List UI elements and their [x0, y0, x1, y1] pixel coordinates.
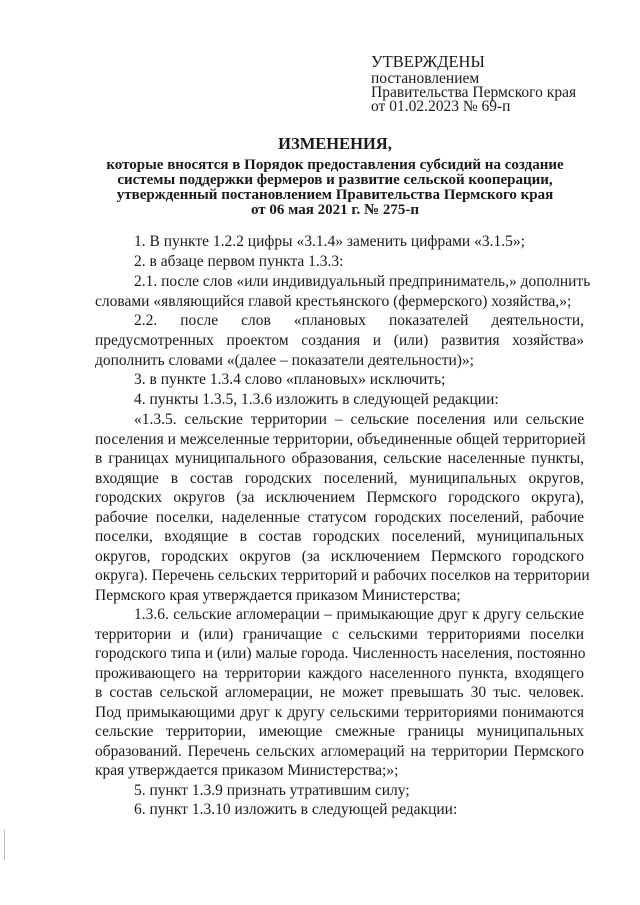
body-line: предусмотренных проектом создания и (или) развития хозяйства» — [95, 332, 584, 349]
body-line: «1.3.5. сельские территории – сельские поселения или сельские — [134, 411, 584, 428]
heading-subtitle-3: утвержденный постановлением Правительства Пермского края — [116, 187, 554, 203]
body-line: образований. Перечень сельских агломераций на территории Пермского — [95, 743, 584, 760]
body-line: словами «являющийся главой крестьянского (фермерского) хозяйства,»; — [95, 293, 572, 310]
body-line: 2. в абзаце первом пункта 1.3.3: — [134, 253, 344, 270]
body-line: в состав сельской агломерации, не может превышать 30 тыс. человек. — [95, 684, 584, 701]
body-line: 4. пункты 1.3.5, 1.3.6 изложить в следующей редакции: — [134, 391, 499, 408]
heading-subtitle-1: которые вносятся в Порядок предоставления субсидий на создание — [106, 157, 564, 173]
body-line: 2.1. после слов «или индивидуальный предприниматель,» дополнить — [134, 273, 591, 290]
body-line: дополнить словами «(далее – показатели деятельности)»; — [95, 352, 474, 369]
body-line: края утверждается приказом Министерства;»; — [95, 762, 399, 779]
heading-subtitle-4: от 06 мая 2021 г. № 275-п — [251, 202, 419, 218]
body-line: 1.3.6. сельские агломерации – примыкающие друг к другу сельские — [134, 606, 584, 623]
body-line: сельские территории, имеющие смежные границы муниципальных — [95, 723, 584, 740]
body-line: городских округов (за исключением Пермского городского округа), — [95, 489, 584, 506]
body-line: Под примыкающими друг к другу сельскими территориями понимаются — [95, 704, 584, 721]
heading-subtitle-2: системы поддержки фермеров и развитие сельской кооперации, — [117, 172, 553, 188]
body-line: входящие в состав городских поселений, муниципальных округов, — [95, 470, 584, 487]
body-line: 2.2. после слов «плановых показателей деятельности, — [134, 312, 584, 329]
approval-title: УТВЕРЖДЕНЫ — [371, 52, 485, 71]
body-line: округа). Перечень сельских территорий и рабочих поселков на территории — [95, 567, 590, 584]
approval-line-3: от 01.02.2023 № 69-п — [371, 98, 511, 115]
heading-title: ИЗМЕНЕНИЯ, — [278, 134, 392, 153]
scan-edge-mark — [4, 830, 5, 860]
body-line: 3. в пункте 1.3.4 слово «плановых» исключить; — [134, 371, 446, 388]
body-line: 6. пункт 1.3.10 изложить в следующей редакции: — [134, 801, 458, 818]
body-line: 1. В пункте 1.2.2 цифры «3.1.4» заменить цифрами «3.1.5»; — [134, 233, 525, 250]
body-line: Пермского края утверждается приказом Министерства; — [95, 587, 461, 604]
body-line: в границах муниципального образования, сельские населенные пункты, — [95, 450, 584, 467]
body-line: проживающего на территории каждого населенного пункта, входящего — [95, 665, 584, 682]
body-line: рабочие поселки, наделенные статусом городских поселений, рабочие — [95, 509, 584, 526]
body-line: 5. пункт 1.3.9 признать утратившим силу; — [134, 782, 410, 799]
body-line: округов, городских округов (за исключением Пермского городского — [95, 548, 584, 565]
body-line: поселения и межселенные территории, объединенные общей территорией — [95, 431, 586, 448]
approval-line-2: Правительства Пермского края — [371, 84, 577, 101]
body-line: городского типа и (или) малые города. Численность населения, постоянно — [95, 645, 586, 662]
body-line: территории и (или) граничащие с сельскими территориями поселки — [95, 626, 584, 643]
body-line: поселки, входящие в состав городских поселений, муниципальных — [95, 528, 584, 545]
approval-line-1: постановлением — [371, 70, 480, 87]
